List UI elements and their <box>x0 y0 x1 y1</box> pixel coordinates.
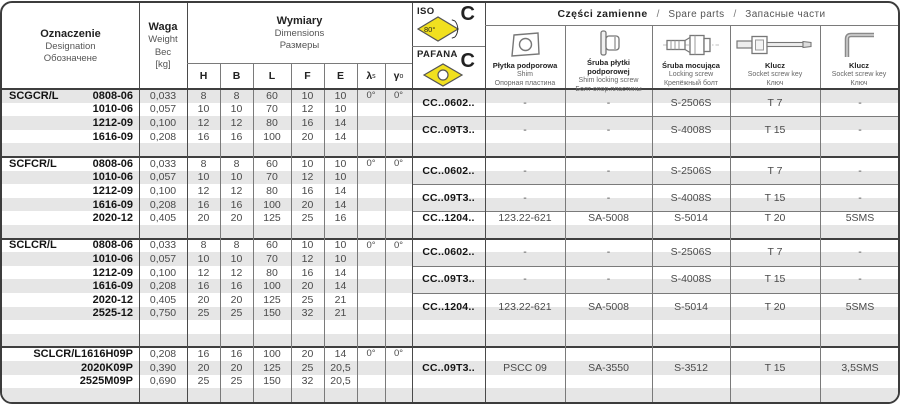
cell-dim: 12 <box>301 171 314 184</box>
hex-key-icon-wrap <box>840 28 878 61</box>
cell-size: 1010-06 <box>92 252 133 265</box>
insert-code: CC..09T3.. <box>422 123 475 136</box>
spare-part-value: T 20 <box>764 300 786 313</box>
cell-dim: 16 <box>230 280 243 293</box>
dimensions-header <box>187 3 412 63</box>
cell-dim: 16 <box>197 130 210 143</box>
dim-col-header-h: H <box>199 70 208 82</box>
group-name: SCGCR/L <box>9 89 59 102</box>
spare-part-value: - <box>858 96 862 109</box>
cell-size: 1212-09 <box>92 184 133 197</box>
insert-code: CC..0602.. <box>422 164 475 177</box>
hex-key-caption-ru: Ключ <box>850 80 868 88</box>
cell-dim: 20 <box>230 361 243 374</box>
spare-part-value: 3,5SMS <box>841 361 879 374</box>
cell-dim: 20,5 <box>330 375 351 388</box>
cell-dim: 21 <box>334 293 347 306</box>
socket-key-caption-en: Socket screw key <box>747 71 803 78</box>
cell-dim: 10 <box>301 89 314 102</box>
spare-part-value: - <box>606 123 611 136</box>
cell-dim: 12 <box>197 184 210 197</box>
cell-dim: 25 <box>197 307 210 320</box>
socket-screw-key-icon <box>735 32 815 58</box>
cell-dim: 16 <box>301 116 314 129</box>
spare-part-value: S-2506S <box>670 96 712 109</box>
spare-part-value: SA-5008 <box>588 212 629 225</box>
spare-part-value: PSCC 09 <box>503 361 547 374</box>
spare-part-value: 5SMS <box>845 300 875 313</box>
cell-size: 1616-09 <box>92 130 133 143</box>
cell-dim: 60 <box>266 239 278 252</box>
cell-size: 2525M09P <box>79 375 133 388</box>
cell-weight: 0,405 <box>149 212 177 225</box>
hex-key-caption-pl: Klucz <box>848 61 869 70</box>
toolholder-catalog-table <box>0 1 900 404</box>
cell-dim: 10 <box>334 171 347 184</box>
cell-dim: 100 <box>263 280 281 293</box>
cell-dim: 25 <box>230 375 243 388</box>
cell-angle: 0° <box>366 90 376 101</box>
shim-icon <box>508 30 542 60</box>
spare-part-value: - <box>523 273 527 286</box>
cell-size: 1010-06 <box>92 171 133 184</box>
spare-part-value: T 15 <box>764 273 786 286</box>
cell-dim: 8 <box>233 239 240 252</box>
cell-dim: 10 <box>230 103 243 116</box>
cell-dim: 80 <box>266 184 278 197</box>
pafana-insert-box <box>412 46 485 89</box>
cell-dim: 20,5 <box>330 361 351 374</box>
spare-title-separator: / <box>656 8 660 20</box>
spare-part-value: - <box>606 164 611 177</box>
socket-key-caption-pl: Klucz <box>764 61 785 70</box>
cell-weight: 0,100 <box>149 116 177 129</box>
cell-dim: 16 <box>230 348 243 361</box>
cell-dim: 10 <box>334 157 347 170</box>
cell-weight: 0,690 <box>149 375 177 388</box>
cell-size: 0808-06 <box>92 89 133 102</box>
angle-col-header: γ o <box>393 70 404 82</box>
cell-dim: 21 <box>334 307 347 320</box>
cell-weight: 0,033 <box>149 157 177 170</box>
spare-part-value: S-3512 <box>674 361 708 374</box>
cell-dim: 10 <box>334 103 347 116</box>
cell-weight: 0,057 <box>149 171 177 184</box>
cell-dim: 16 <box>230 130 243 143</box>
cell-weight: 0,100 <box>149 184 177 197</box>
iso-insert-letter: C <box>460 3 475 25</box>
cell-dim: 60 <box>266 89 278 102</box>
cell-weight: 0,100 <box>149 266 177 279</box>
spare-part-value: - <box>606 191 611 204</box>
spare-part-value: - <box>523 164 527 177</box>
group-name: SCLCR/L <box>9 239 57 252</box>
dim-col-header-e: E <box>336 70 344 82</box>
cell-dim: 14 <box>334 198 347 211</box>
cell-dim: 125 <box>263 361 281 374</box>
cell-angle: 0° <box>393 90 404 101</box>
cell-dim: 10 <box>230 171 243 184</box>
spare-part-value: 123.22-621 <box>498 212 552 225</box>
spare-col-locking-screw <box>652 25 730 89</box>
spare-part-value: 123.22-621 <box>498 300 552 313</box>
cell-weight: 0,208 <box>149 348 177 361</box>
locking-screw-caption-en: Locking screw <box>668 71 714 78</box>
locking-screw-caption-ru: Крепёжный болт <box>663 80 719 88</box>
spare-part-value: S-4008S <box>670 191 712 204</box>
cell-dim: 16 <box>230 198 243 211</box>
dim-col-header-l: L <box>268 70 276 82</box>
spare-part-value: - <box>523 246 527 259</box>
spare-part-value: T 7 <box>767 96 783 109</box>
insert-code: CC..09T3.. <box>422 273 475 286</box>
cell-angle: 0° <box>393 239 404 251</box>
spare-col-hex-key <box>820 25 898 89</box>
spare-part-value: S-4008S <box>670 123 712 136</box>
cell-dim: 14 <box>334 116 347 129</box>
cell-dim: 8 <box>200 89 207 102</box>
dimensions-label-en: Dimensions <box>274 27 325 39</box>
designation-label-ru: Обозначене <box>43 53 98 64</box>
socket-screw-key-icon-wrap <box>735 28 815 61</box>
designation-label-en: Designation <box>45 40 96 52</box>
spare-col-shim <box>485 25 565 89</box>
cell-size: 0808-06 <box>92 157 133 170</box>
cell-dim: 16 <box>197 348 210 361</box>
cell-dim: 125 <box>263 293 281 306</box>
cell-dim: 20 <box>230 293 243 306</box>
shim-locking-screw-icon <box>594 28 624 58</box>
spare-part-value: T 15 <box>764 123 786 136</box>
cell-dim: 20 <box>301 348 314 361</box>
cell-dim: 8 <box>233 157 240 170</box>
cell-dim: 12 <box>230 116 243 129</box>
cell-weight: 0,208 <box>149 280 177 293</box>
cell-angle: 0° <box>366 348 376 360</box>
group-name: SCFCR/L <box>9 157 57 170</box>
cell-dim: 10 <box>197 171 210 184</box>
iso-label: ISO <box>417 6 435 17</box>
cell-dim: 100 <box>263 348 281 361</box>
cell-weight: 0,057 <box>149 103 177 116</box>
cell-dim: 16 <box>197 280 210 293</box>
insert-code: CC..09T3.. <box>422 191 475 204</box>
cell-dim: 70 <box>266 171 278 184</box>
cell-angle: 0° <box>393 158 404 169</box>
spare-part-value: - <box>606 246 611 259</box>
shim-caption-pl: Płytka podporowa <box>492 61 558 70</box>
hex-key-caption-en: Socket screw key <box>831 71 887 78</box>
shim-caption-ru: Опорная пластина <box>494 80 556 88</box>
pafana-insert-letter: C <box>460 50 475 72</box>
cell-dim: 10 <box>197 252 210 265</box>
spare-part-value: T 15 <box>764 361 786 374</box>
cell-dim: 60 <box>266 157 278 170</box>
iso-insert-diamond-icon <box>415 14 461 44</box>
cell-dim: 100 <box>263 130 281 143</box>
cell-size: 1212-09 <box>92 116 133 129</box>
cell-dim: 8 <box>200 239 207 252</box>
cell-dim: 16 <box>301 266 314 279</box>
spare-parts-title <box>485 3 898 25</box>
spare-part-value: - <box>606 273 611 286</box>
shim-screw-caption-pl: Śruba płytki podporowej <box>587 58 630 76</box>
spare-part-value: T 15 <box>764 191 786 204</box>
cell-size: 1616-09 <box>92 280 133 293</box>
cell-size: 1616-09 <box>92 198 133 211</box>
locking-screw-icon <box>662 32 720 58</box>
cell-dim: 25 <box>301 361 314 374</box>
dim-col-header-b: B <box>232 70 241 82</box>
cell-weight: 0,033 <box>149 89 177 102</box>
cell-dim: 25 <box>197 375 210 388</box>
spare-part-value: 5SMS <box>845 212 875 225</box>
cell-dim: 10 <box>334 239 347 252</box>
cell-dim: 14 <box>334 348 347 361</box>
cell-weight: 0,750 <box>149 307 177 320</box>
cell-dim: 12 <box>197 116 210 129</box>
insert-code: CC..1204.. <box>422 300 475 313</box>
weight-label-ru: Вес <box>154 46 172 58</box>
spare-part-value: T 20 <box>764 212 786 225</box>
cell-size: 2020-12 <box>92 293 133 306</box>
cell-dim: 10 <box>301 157 314 170</box>
dimensions-label-pl: Wymiary <box>276 14 323 27</box>
cell-angle: 0° <box>366 239 376 251</box>
cell-dim: 80 <box>266 266 278 279</box>
cell-dim: 20 <box>197 212 210 225</box>
pafana-label: PAFANA <box>417 49 458 60</box>
socket-key-caption-ru: Ключ <box>766 80 784 88</box>
shim-screw-caption-en: Shim locking screw <box>578 77 639 84</box>
shim-caption-en: Shim <box>517 71 533 78</box>
spare-part-value: S-2506S <box>670 246 712 259</box>
cell-dim: 20 <box>197 361 210 374</box>
hex-key-icon <box>840 30 878 60</box>
cell-weight: 0,208 <box>149 198 177 211</box>
angle-col-header: λ s <box>366 70 376 82</box>
cell-dim: 14 <box>334 130 347 143</box>
cell-size: 1212-09 <box>92 266 133 279</box>
cell-dim: 20 <box>301 130 314 143</box>
cell-dim: 80 <box>266 116 278 129</box>
spare-col-socket-key <box>730 25 820 89</box>
pafana-insert-diamond-icon <box>422 62 464 88</box>
cell-size: 2020-12 <box>92 212 133 225</box>
cell-dim: 16 <box>334 212 347 225</box>
cell-dim: 150 <box>263 375 281 388</box>
spare-part-value: S-4008S <box>670 273 712 286</box>
cell-dim: 32 <box>301 307 314 320</box>
spare-part-value: S-5014 <box>674 300 708 313</box>
cell-dim: 25 <box>301 293 314 306</box>
locking-screw-icon-wrap <box>662 28 720 61</box>
cell-dim: 8 <box>200 157 207 170</box>
cell-dim: 10 <box>197 103 210 116</box>
spare-part-value: - <box>858 123 862 136</box>
shim-screw-caption-ru: Болт опор.пластины <box>575 86 642 94</box>
cell-dim: 10 <box>334 89 347 102</box>
spare-part-value: - <box>523 96 527 109</box>
spare-title-en: Spare parts <box>668 8 725 20</box>
spare-part-value: - <box>858 246 862 259</box>
weight-unit: [kg] <box>155 59 171 71</box>
cell-weight: 0,057 <box>149 252 177 265</box>
shim-locking-screw-icon-wrap <box>594 28 624 58</box>
cell-weight: 0,405 <box>149 293 177 306</box>
iso-insert-box <box>412 3 485 46</box>
cell-dim: 32 <box>301 375 314 388</box>
weight-label-en: Weight <box>148 34 178 46</box>
cell-dim: 14 <box>334 266 347 279</box>
cell-angle: 0° <box>366 158 376 169</box>
svg-text:80°: 80° <box>424 25 436 34</box>
designation-header <box>2 3 139 89</box>
cell-angle: 0° <box>393 348 404 360</box>
insert-code: CC..0602.. <box>422 246 475 259</box>
cell-dim: 150 <box>263 307 281 320</box>
cell-dim: 16 <box>197 198 210 211</box>
cell-dim: 10 <box>301 239 314 252</box>
spare-part-value: SA-5008 <box>588 300 629 313</box>
cell-dim: 25 <box>301 212 314 225</box>
cell-dim: 100 <box>263 198 281 211</box>
spare-col-shim-screw <box>565 25 652 94</box>
cell-dim: 125 <box>263 212 281 225</box>
catalog-page <box>0 1 900 404</box>
cell-dim: 14 <box>334 280 347 293</box>
cell-dim: 8 <box>233 89 240 102</box>
spare-title-ru: Запасные части <box>745 8 826 20</box>
cell-dim: 14 <box>334 184 347 197</box>
shim-icon-wrap <box>508 28 542 61</box>
spare-part-value: - <box>858 191 862 204</box>
cell-size: 2525-12 <box>92 307 133 320</box>
cell-dim: 10 <box>230 252 243 265</box>
spare-part-value: SA-3550 <box>588 361 629 374</box>
spare-title-separator: / <box>733 8 737 20</box>
cell-size: 1010-06 <box>92 103 133 116</box>
cell-dim: 70 <box>266 103 278 116</box>
cell-weight: 0,390 <box>149 361 177 374</box>
spare-part-value: S-5014 <box>674 212 708 225</box>
spare-title-pl: Części zamienne <box>557 8 648 20</box>
cell-size: SCLCR/L1616H09P <box>33 348 133 361</box>
cell-dim: 12 <box>230 184 243 197</box>
cell-dim: 20 <box>230 212 243 225</box>
spare-part-value: - <box>858 273 862 286</box>
cell-dim: 12 <box>301 252 314 265</box>
cell-dim: 12 <box>230 266 243 279</box>
weight-label-pl: Waga <box>148 21 178 34</box>
insert-code: CC..0602.. <box>422 96 475 109</box>
insert-code: CC..1204.. <box>422 212 475 225</box>
cell-weight: 0,208 <box>149 130 177 143</box>
spare-part-value: - <box>523 123 527 136</box>
cell-size: 2020K09P <box>81 361 133 374</box>
cell-dim: 10 <box>334 252 347 265</box>
cell-dim: 20 <box>301 280 314 293</box>
cell-dim: 12 <box>301 103 314 116</box>
spare-part-value: - <box>858 164 862 177</box>
cell-dim: 12 <box>197 266 210 279</box>
spare-part-value: T 7 <box>767 246 783 259</box>
cell-dim: 20 <box>197 293 210 306</box>
cell-dim: 20 <box>301 198 314 211</box>
cell-dim: 25 <box>230 307 243 320</box>
cell-weight: 0,033 <box>149 239 177 252</box>
insert-code: CC..09T3.. <box>422 361 475 374</box>
spare-part-value: T 7 <box>767 164 783 177</box>
spare-part-value: - <box>606 96 611 109</box>
locking-screw-caption-pl: Śruba mocująca <box>662 61 720 70</box>
weight-header <box>139 3 187 89</box>
cell-size: 0808-06 <box>92 239 133 252</box>
cell-dim: 16 <box>301 184 314 197</box>
spare-part-value: - <box>523 191 527 204</box>
designation-label-pl: Oznaczenie <box>40 27 101 40</box>
dim-col-header-f: F <box>304 70 311 82</box>
dimensions-label-ru: Размеры <box>279 40 320 51</box>
cell-dim: 70 <box>266 252 278 265</box>
spare-part-value: S-2506S <box>670 164 712 177</box>
